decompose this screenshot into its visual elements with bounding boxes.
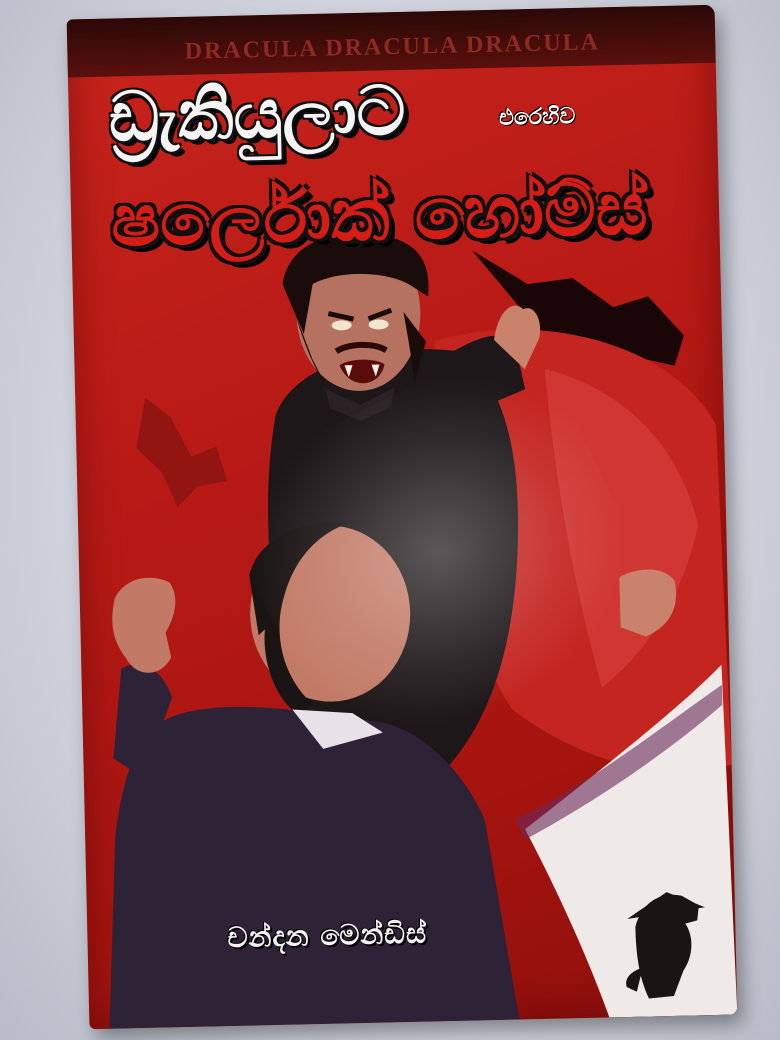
title-line-1: ඩ්‍රැකියුලාට [107, 71, 407, 158]
title-line-2: ෂර්ලොක් හෝම්ස් [110, 166, 649, 263]
holmes-hand [111, 577, 177, 673]
series-text: DRACULA DRACULA DRACULA [184, 29, 601, 65]
author-name: චන්දන මෙන්ඩිස් [227, 916, 428, 955]
book-cover [67, 5, 738, 1029]
title-aside: එරෙහිව [498, 103, 576, 131]
